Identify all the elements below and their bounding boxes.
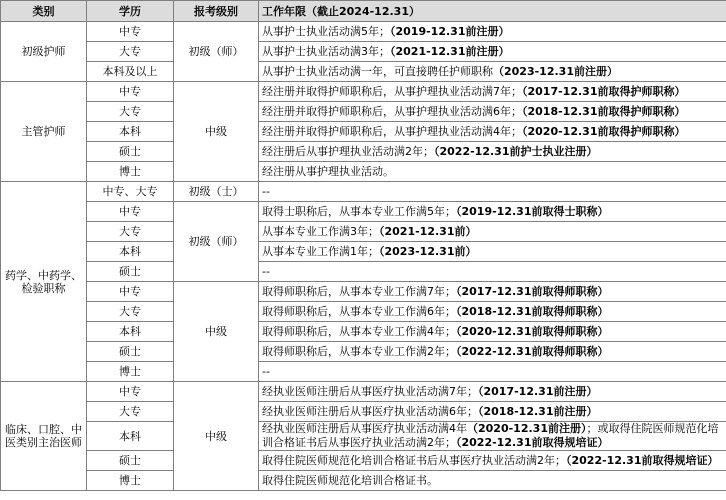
deadline-note: （2017-12.31前注册） (478, 385, 598, 398)
requirement-cell (259, 362, 726, 382)
deadline-note: （2020-12.31前取得师职称） (456, 325, 609, 338)
deadline-note: （2019-12.31前注册） (390, 25, 510, 38)
table-row (1, 162, 726, 182)
requirement-cell (259, 382, 726, 402)
education-cell: 本科 (87, 422, 174, 451)
requirement-text: -- (262, 265, 270, 278)
education-cell: 本科 (87, 242, 174, 262)
requirement-cell (259, 302, 726, 322)
table-row (1, 222, 726, 242)
requirement-cell (259, 162, 726, 182)
table-row (1, 402, 726, 422)
requirement-cell (259, 471, 726, 491)
education-cell: 中专、大专 (87, 182, 174, 202)
deadline-note: （2022-12.31前取得规培证） (566, 454, 719, 467)
deadline-note: （2023-12.31前注册） (493, 65, 618, 78)
requirement-cell (259, 451, 726, 471)
requirement-cell (259, 22, 726, 42)
requirement-cell (259, 122, 726, 142)
education-cell: 硕士 (87, 142, 174, 162)
requirement-text: 经注册后从事护理执业活动满2年； (262, 145, 434, 158)
header-row (1, 1, 726, 22)
header-level: 报考级别 (174, 1, 259, 22)
requirement-cell (259, 402, 726, 422)
requirement-cell (259, 242, 726, 262)
education-cell: 大专 (87, 42, 174, 62)
requirement-cell (259, 102, 726, 122)
requirement-text: 经执业医师注册后从事医疗执业活动满4年 (262, 422, 467, 435)
header-work-years: 工作年限（截止2024-12.31） (259, 1, 726, 22)
requirement-cell (259, 202, 726, 222)
deadline-note: （2021-12.31前） (379, 225, 477, 238)
education-cell: 博士 (87, 162, 174, 182)
requirement-text: 从事本专业工作满1年； (262, 245, 379, 258)
education-cell: 硕士 (87, 262, 174, 282)
requirement-text: 取得师职称后，从事本专业工作满6年； (262, 305, 456, 318)
level-cell: 初级（师） (174, 22, 259, 82)
table-row (1, 62, 726, 82)
deadline-note: （2017-12.31前取得师职称） (456, 285, 609, 298)
deadline-note: （2018-12.31前注册） (478, 405, 598, 418)
requirement-text: -- (262, 365, 270, 378)
education-cell: 中专 (87, 82, 174, 102)
education-cell: 本科 (87, 322, 174, 342)
education-cell: 博士 (87, 471, 174, 491)
requirement-text: 经注册从事护理执业活动。 (262, 165, 394, 178)
deadline-note: （2018-12.31前取得师职称） (456, 305, 609, 318)
table-row (1, 422, 726, 451)
deadline-note: （2022-12.31前护士执业注册） (434, 145, 598, 158)
table-row (1, 262, 726, 282)
requirement-text: 经注册并取得护师职称后，从事护理执业活动满4年； (262, 125, 522, 138)
deadline-note: （2020-12.31前注册） (467, 422, 587, 435)
requirement-text: 取得师职称后，从事本专业工作满2年； (262, 345, 456, 358)
table-row (1, 142, 726, 162)
level-cell: 中级 (174, 282, 259, 382)
deadline-note: （2018-12.31前取得护师职称） (522, 105, 686, 118)
table-row (1, 342, 726, 362)
table-row (1, 42, 726, 62)
requirement-cell (259, 82, 726, 102)
requirement-cell (259, 342, 726, 362)
requirement-text: 从事护士执业活动满5年； (262, 25, 390, 38)
requirement-text: 取得师职称后，从事本专业工作满4年； (262, 325, 456, 338)
category-cell: 临床、口腔、中医类别主治医师 (1, 382, 87, 491)
education-cell: 大专 (87, 402, 174, 422)
table-row (1, 382, 726, 402)
header-category: 类别 (1, 1, 87, 22)
requirement-text: 经注册并取得护师职称后，从事护理执业活动满7年； (262, 85, 522, 98)
requirement-text-alt: ；或取得住院医师规范化培训合格证书后从事医疗执业活动满2年； (262, 422, 719, 449)
requirement-text: 从事护士执业活动满3年； (262, 45, 390, 58)
requirement-text: 经执业医师注册后从事医疗执业活动满6年； (262, 405, 478, 418)
table-row (1, 122, 726, 142)
deadline-note-alt: （2022-12.31前取得规培证） (456, 436, 609, 449)
requirement-text: 从事护士执业活动满一年，可直接聘任护师职称 (262, 65, 493, 78)
table-row (1, 282, 726, 302)
category-cell: 初级护师 (1, 22, 87, 82)
table-row (1, 182, 726, 202)
deadline-note: （2023-12.31前） (379, 245, 477, 258)
category-cell: 主管护师 (1, 82, 87, 182)
requirement-cell (259, 422, 726, 451)
requirement-cell (259, 322, 726, 342)
table-row (1, 322, 726, 342)
deadline-note: （2021-12.31前注册） (390, 45, 510, 58)
requirement-text: 从事本专业工作满3年； (262, 225, 379, 238)
requirement-cell (259, 182, 726, 202)
education-cell: 本科及以上 (87, 62, 174, 82)
education-cell: 博士 (87, 362, 174, 382)
deadline-note: （2019-12.31前取得士职称） (456, 205, 609, 218)
header-education: 学历 (87, 1, 174, 22)
education-cell: 中专 (87, 22, 174, 42)
requirement-text: 取得住院医师规范化培训合格证书。 (262, 474, 438, 487)
education-cell: 大专 (87, 102, 174, 122)
requirement-cell (259, 222, 726, 242)
table-row (1, 82, 726, 102)
table-row (1, 302, 726, 322)
requirement-text: 经注册并取得护师职称后，从事护理执业活动满6年； (262, 105, 522, 118)
level-cell: 初级（士） (174, 182, 259, 202)
requirement-cell (259, 42, 726, 62)
table-row (1, 242, 726, 262)
education-cell: 大专 (87, 302, 174, 322)
requirement-text: 取得师职称后，从事本专业工作满7年； (262, 285, 456, 298)
requirement-cell (259, 282, 726, 302)
level-cell: 中级 (174, 82, 259, 182)
education-cell: 中专 (87, 282, 174, 302)
education-cell: 硕士 (87, 342, 174, 362)
requirement-cell (259, 142, 726, 162)
table-row (1, 471, 726, 491)
education-cell: 大专 (87, 222, 174, 242)
table-row (1, 202, 726, 222)
level-cell: 初级（师） (174, 202, 259, 282)
education-cell: 中专 (87, 382, 174, 402)
table-row (1, 362, 726, 382)
table-row (1, 22, 726, 42)
education-cell: 硕士 (87, 451, 174, 471)
requirement-text: 经执业医师注册后从事医疗执业活动满7年； (262, 385, 478, 398)
education-cell: 中专 (87, 202, 174, 222)
deadline-note: （2017-12.31前取得护师职称） (522, 85, 686, 98)
category-cell: 药学、中药学、检验职称 (1, 182, 87, 382)
requirement-cell (259, 262, 726, 282)
requirement-text: 取得士职称后，从事本专业工作满5年； (262, 205, 456, 218)
requirement-cell (259, 62, 726, 82)
education-cell: 本科 (87, 122, 174, 142)
requirement-text: -- (262, 185, 270, 198)
table-row (1, 451, 726, 471)
deadline-note: （2022-12.31前取得师职称） (456, 345, 609, 358)
deadline-note: （2020-12.31前取得护师职称） (522, 125, 686, 138)
table-row (1, 102, 726, 122)
level-cell: 中级 (174, 382, 259, 491)
requirement-text: 取得住院医师规范化培训合格证书后从事医疗执业活动满2年； (262, 454, 566, 467)
